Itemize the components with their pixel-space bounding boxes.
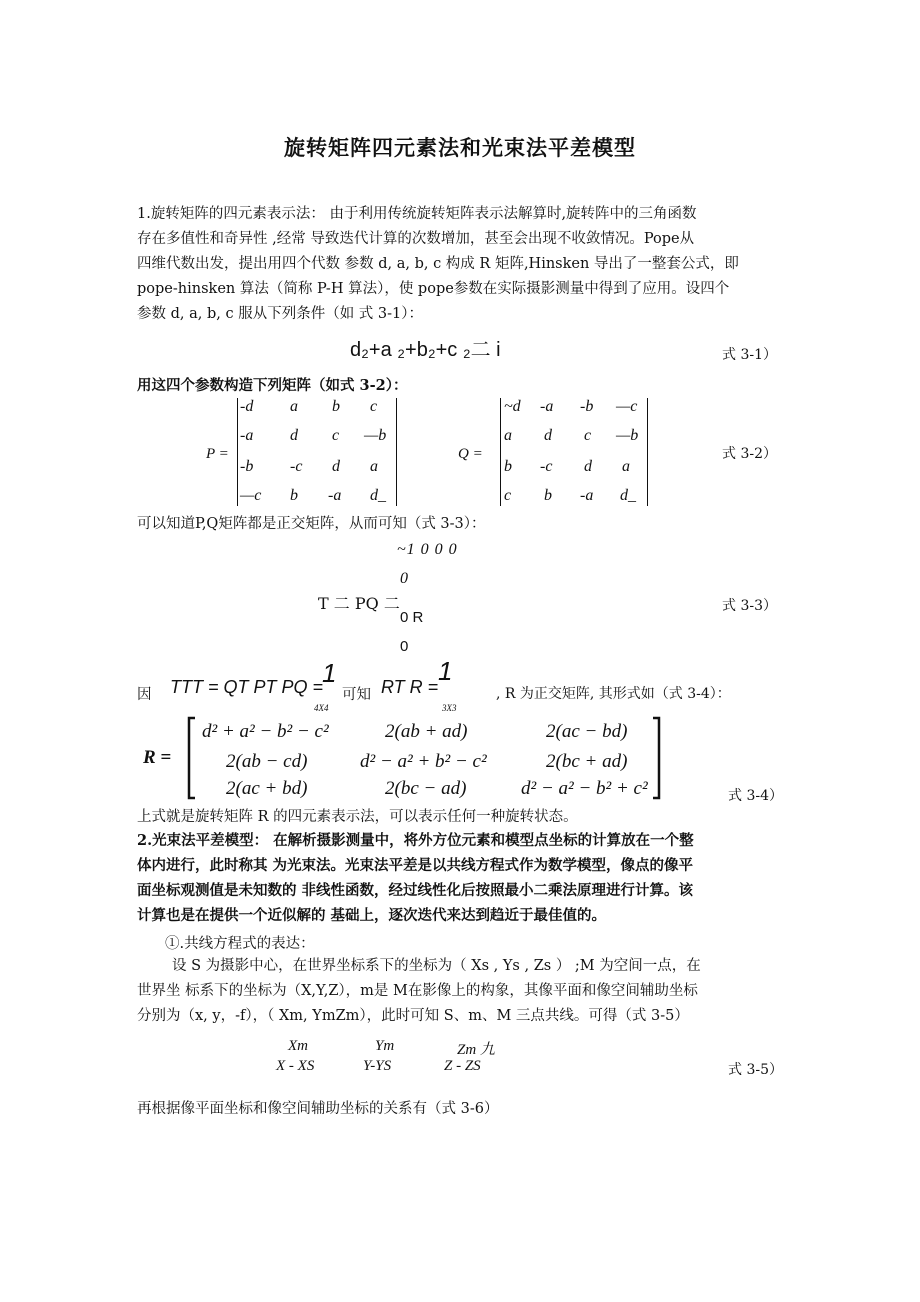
equation-3-5-label: 式 3-5） bbox=[728, 1062, 783, 1078]
matrix-p-left-bracket bbox=[237, 398, 238, 506]
eq33-top-row: ~1 0 0 0 bbox=[397, 541, 458, 558]
matrix-q-name: Q = bbox=[458, 446, 483, 462]
matrix-q-cell: —b bbox=[616, 427, 639, 444]
matrix-p-cell: a bbox=[370, 458, 378, 475]
section2-line: 面坐标观测值是未知数的 非线性函数，经过线性化后按照最小二乘法原理进行计算。该 bbox=[137, 882, 694, 899]
matrix-p-cell: -c bbox=[290, 458, 303, 475]
section1-line: 参数 d, a, b, c 服从下列条件（如 式 3-1）： bbox=[137, 306, 424, 322]
eq33-zero: 0 bbox=[400, 638, 409, 655]
matrix-q-left-bracket bbox=[500, 398, 501, 506]
eq34-note bbox=[137, 805, 578, 826]
matrix-q-right-bracket bbox=[647, 398, 648, 506]
section1-line: 存在多值性和奇异性 ,经常 导致迭代计算的次数增加，甚至会出现不收敛情况。Pope从 bbox=[137, 231, 695, 247]
matrix-q-cell: c bbox=[504, 487, 512, 504]
matrix-p-cell: -d bbox=[240, 398, 254, 415]
eq34-expr-tt: TTT = QT PT PQ = bbox=[170, 677, 324, 697]
eq34-sub-4x4: 4X4 bbox=[314, 703, 329, 713]
matrix-p-cell: d bbox=[332, 458, 340, 475]
subsection-line: 设 S 为摄影中心，在世界坐标系下的坐标为（ Xs , Ys , Zs ） ;M 为空间一点，在 bbox=[172, 958, 701, 974]
matrix-p-cell: —c bbox=[240, 487, 262, 504]
matrix-r-right-bracket bbox=[650, 716, 662, 800]
subsection-line: 分别为（x, y，-f），（ Xm, YmZm），此时可知 S、m、M 三点共线。可得（式 3-5） bbox=[137, 1008, 689, 1024]
equation-3-4-label: 式 3-4） bbox=[728, 788, 783, 804]
matrix-r-cell: 2(ab − cd) bbox=[226, 751, 308, 772]
eq34-expr-rtr: RT R = bbox=[381, 677, 439, 697]
section2-paragraph bbox=[137, 828, 787, 928]
matrix-r-cell: 2(ab + ad) bbox=[385, 721, 468, 742]
matrix-q-cell: d_ bbox=[620, 487, 636, 504]
equation-3-1: d₂+a ₂+b₂+c ₂二 i bbox=[350, 339, 501, 361]
matrix-q-cell: ~d bbox=[504, 398, 521, 415]
matrix-q-cell: -a bbox=[580, 487, 594, 504]
eq33-zero: 0 bbox=[400, 570, 408, 587]
section1-line: pope-hinsken 算法（简称 P-H 算法），使 pope参数在实际摄影测量中得到了应用。设四个 bbox=[137, 281, 730, 297]
matrix-q-cell: b bbox=[504, 458, 512, 475]
matrix-p-cell: -b bbox=[240, 458, 254, 475]
matrix-q-cell: -a bbox=[540, 398, 554, 415]
equation-3-1-label: 式 3-1） bbox=[722, 347, 777, 363]
matrix-q-cell: -c bbox=[540, 458, 553, 475]
eq34-kz: 可知 bbox=[342, 687, 371, 703]
matrix-r-cell: d² − a² + b² − c² bbox=[360, 751, 487, 772]
matrix-q-cell: —c bbox=[616, 398, 638, 415]
matrix-r-cell: 2(ac + bd) bbox=[226, 778, 308, 799]
matrix-p-name: P = bbox=[206, 446, 229, 462]
matrix-q-cell: d bbox=[584, 458, 592, 475]
matrix-r-cell: d² + a² − b² − c² bbox=[202, 721, 329, 742]
eq34-note-text: 上式就是旋转矩阵 R 的四元素表示法，可以表示任何一种旋转状态。 bbox=[137, 809, 578, 825]
eq35-num: Ym bbox=[375, 1038, 395, 1054]
eq35-num: Xm bbox=[288, 1038, 308, 1054]
matrix-q-cell: a bbox=[622, 458, 630, 475]
eq35-num: Zm 九 bbox=[457, 1042, 495, 1058]
matrix-p-cell: b bbox=[290, 487, 298, 504]
eq34-one-4x4: 1 bbox=[322, 658, 337, 688]
matrix-p-cell: c bbox=[370, 398, 378, 415]
matrix-p-cell: d_ bbox=[370, 487, 386, 504]
section1-line: 四维代数出发，提出用四个代数 参数 d, a, b, c 构成 R 矩阵,Hinsken 导出了一整套公式，即 bbox=[137, 256, 739, 272]
eq35-den: Z - ZS bbox=[444, 1058, 481, 1074]
section2-line: 体内进行，此时称其 为光束法。光束法平差是以共线方程式作为数学模型，像点的像平 bbox=[137, 857, 694, 874]
eq36-intro: 再根据像平面坐标和像空间辅助坐标的关系有（式 3-6） bbox=[137, 1101, 499, 1117]
section2-line: 2.光束法平差模型： 在解析摄影测量中，将外方位元素和模型点坐标的计算放在一个整 bbox=[137, 832, 694, 849]
matrix-p-cell: a bbox=[290, 398, 298, 415]
eq34-yin: 因 bbox=[137, 687, 152, 703]
matrix-p-right-bracket bbox=[396, 398, 397, 506]
matrix-p-cell: d bbox=[290, 427, 298, 444]
eq33-lhs: T 二 PQ 二 bbox=[318, 594, 400, 613]
eq33-mid: 0 R bbox=[400, 609, 424, 626]
matrix-q-cell: a bbox=[504, 427, 512, 444]
equation-3-3-label: 式 3-3） bbox=[722, 598, 777, 614]
matrix-q-cell: d bbox=[544, 427, 552, 444]
eq34-tail: , R 为正交矩阵, 其形式如（式 3-4）： bbox=[496, 686, 731, 702]
matrix-p-cell: c bbox=[332, 427, 340, 444]
matrix-p-cell: b bbox=[332, 398, 340, 415]
eq35-den: X - XS bbox=[276, 1058, 315, 1074]
matrix-r-cell: 2(bc − ad) bbox=[385, 778, 467, 799]
equation-3-2-label: 式 3-2） bbox=[722, 446, 777, 462]
subsection-title: ①.共线方程式的表达： bbox=[165, 936, 315, 952]
section2-line: 计算也是在提供一个近似解的 基础上，逐次迭代来达到趋近于最佳值的。 bbox=[137, 907, 607, 924]
subsection-line: 世界坐 标系下的坐标为（X,Y,Z），m是 M在影像上的构象，其像平面和像空间辅助坐标 bbox=[137, 983, 698, 999]
eq34-one-3x3: 1 bbox=[438, 656, 453, 686]
matrix-q-cell: b bbox=[544, 487, 552, 504]
matrix-r-cell: d² − a² − b² + c² bbox=[521, 778, 648, 799]
eq35-den: Y-YS bbox=[363, 1058, 392, 1074]
matrix-q-cell: -b bbox=[580, 398, 594, 415]
eq33-intro: 可以知道P,Q矩阵都是正交矩阵，从而可知（式 3-3）： bbox=[137, 516, 486, 532]
eq34-sub-3x3: 3X3 bbox=[442, 703, 457, 713]
page-title: 旋转矩阵四元素法和光束法平差模型 bbox=[284, 136, 636, 160]
section1-line: 1.旋转矩阵的四元素表示法： 由于利用传统旋转矩阵表示法解算时,旋转阵中的三角函数 bbox=[137, 206, 697, 222]
matrix-p-cell: -a bbox=[328, 487, 342, 504]
section1-paragraph bbox=[137, 202, 787, 327]
matrix-p-cell: —b bbox=[364, 427, 387, 444]
matrix-r-cell: 2(ac − bd) bbox=[546, 721, 628, 742]
matrix-r-name: R = bbox=[143, 747, 172, 768]
matrix-r-cell: 2(bc + ad) bbox=[546, 751, 628, 772]
eq32-intro: 用这四个参数构造下列矩阵（如式 3-2）： bbox=[137, 377, 408, 394]
matrix-p-cell: -a bbox=[240, 427, 254, 444]
matrix-r-left-bracket bbox=[186, 716, 198, 800]
subsection-paragraph bbox=[137, 954, 787, 1029]
matrix-q-cell: c bbox=[584, 427, 592, 444]
